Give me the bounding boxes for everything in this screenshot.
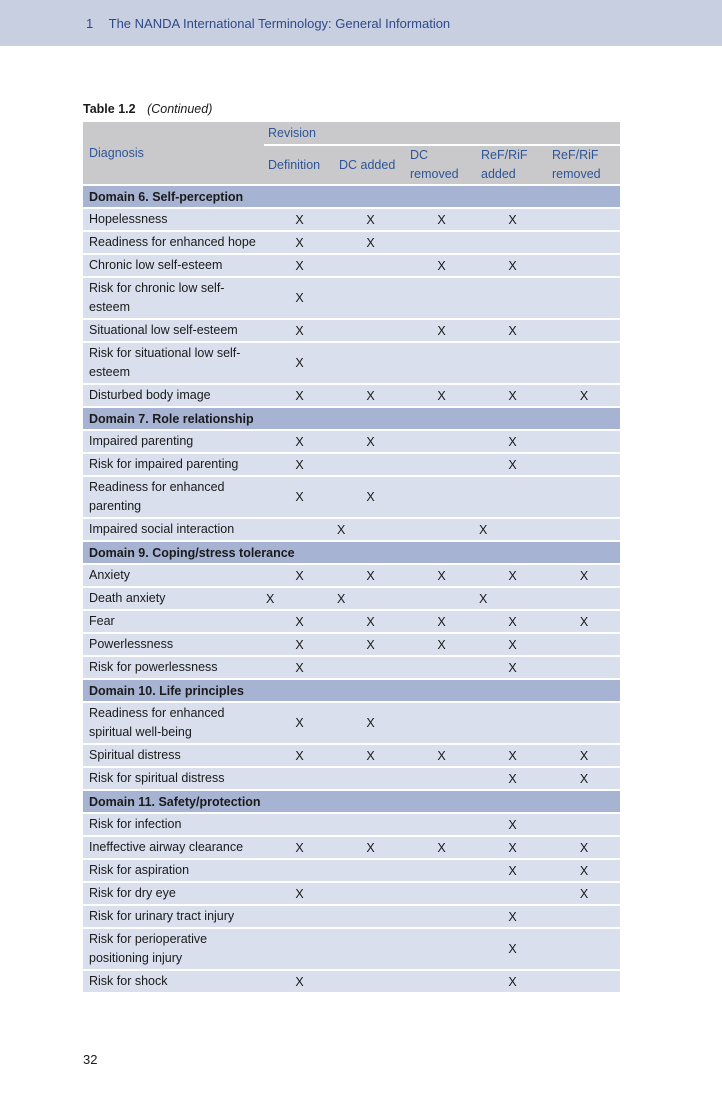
revision-mark: X — [264, 208, 335, 231]
chapter-title: The NANDA International Terminology: General Information — [108, 16, 451, 31]
revision-mark — [335, 277, 406, 319]
diagnosis-name: Fear — [83, 610, 264, 633]
revision-mark — [477, 342, 548, 384]
domain-header-row — [83, 185, 620, 208]
revision-mark: X — [335, 744, 406, 767]
diagnosis-name: Hopelessness — [83, 208, 264, 231]
revision-mark: X — [264, 430, 335, 453]
revision-mark: X — [264, 231, 335, 254]
table-row — [83, 744, 620, 767]
revision-mark: X — [548, 384, 620, 407]
revision-mark — [264, 813, 335, 836]
revision-mark: X — [264, 633, 335, 656]
domain-title: Domain 6. Self-perception — [83, 185, 620, 208]
revision-mark — [548, 905, 620, 928]
revision-mark: X — [264, 254, 335, 277]
diagnosis-name: Spiritual distress — [83, 744, 264, 767]
table-row — [83, 564, 620, 587]
revision-mark: X — [335, 587, 406, 610]
diagnosis-name: Risk for spiritual distress — [83, 767, 264, 790]
table-row — [83, 430, 620, 453]
revision-mark — [335, 453, 406, 476]
revision-mark: X — [406, 836, 477, 859]
revision-mark: X — [477, 633, 548, 656]
table-row — [83, 453, 620, 476]
revision-mark: X — [477, 254, 548, 277]
revision-mark: X — [335, 518, 406, 541]
column-header-definition: Definition — [264, 145, 335, 185]
revision-mark: X — [548, 836, 620, 859]
revision-mark: X — [477, 905, 548, 928]
revision-mark: X — [406, 610, 477, 633]
revision-mark: X — [264, 453, 335, 476]
table-row — [83, 702, 620, 744]
diagnosis-name: Readiness for enhanced parenting — [83, 476, 264, 518]
revision-mark: X — [477, 453, 548, 476]
revision-mark — [406, 277, 477, 319]
revision-mark — [548, 702, 620, 744]
revision-mark — [406, 518, 477, 541]
table-row — [83, 342, 620, 384]
revision-mark: X — [477, 744, 548, 767]
diagnosis-name: Risk for impaired parenting — [83, 453, 264, 476]
diagnosis-name: Chronic low self-esteem — [83, 254, 264, 277]
revision-mark — [477, 277, 548, 319]
revision-mark — [406, 767, 477, 790]
revision-mark: X — [477, 564, 548, 587]
revision-mark — [335, 767, 406, 790]
revision-mark: X — [264, 277, 335, 319]
revision-mark: X — [335, 564, 406, 587]
revision-mark — [548, 254, 620, 277]
revision-mark — [548, 342, 620, 384]
domain-title: Domain 9. Coping/stress tolerance — [83, 541, 620, 564]
revision-mark — [406, 430, 477, 453]
revision-mark: X — [477, 813, 548, 836]
table-row — [83, 476, 620, 518]
revision-mark — [477, 231, 548, 254]
revision-mark: X — [264, 656, 335, 679]
revision-mark: X — [477, 656, 548, 679]
revision-mark: X — [335, 430, 406, 453]
diagnosis-name: Risk for aspiration — [83, 859, 264, 882]
revision-mark — [477, 702, 548, 744]
diagnosis-name: Risk for chronic low self-esteem — [83, 277, 264, 319]
column-header-dc-removed: DC removed — [406, 145, 477, 185]
revision-mark: X — [335, 231, 406, 254]
column-header-ref-rif-added: ReF/RiF added — [477, 145, 548, 185]
revision-mark: X — [335, 836, 406, 859]
column-header-revision: Revision — [264, 122, 620, 145]
revision-mark — [548, 928, 620, 970]
diagnosis-name: Risk for urinary tract injury — [83, 905, 264, 928]
revision-mark: X — [477, 859, 548, 882]
diagnosis-name: Disturbed body image — [83, 384, 264, 407]
revision-mark: X — [548, 882, 620, 905]
revision-mark — [548, 277, 620, 319]
revision-mark — [406, 970, 477, 993]
revision-mark — [335, 928, 406, 970]
revision-mark — [406, 859, 477, 882]
running-header-text — [86, 16, 450, 31]
revision-mark: X — [264, 342, 335, 384]
revision-mark — [548, 319, 620, 342]
revision-mark: X — [264, 702, 335, 744]
table-row — [83, 905, 620, 928]
revision-mark: X — [264, 882, 335, 905]
revision-mark: X — [264, 744, 335, 767]
revision-mark — [548, 208, 620, 231]
revision-mark — [406, 587, 477, 610]
revision-mark — [477, 882, 548, 905]
revision-mark — [548, 453, 620, 476]
table-row — [83, 656, 620, 679]
table-row — [83, 610, 620, 633]
revision-mark — [548, 430, 620, 453]
revision-mark: X — [477, 384, 548, 407]
domain-title: Domain 10. Life principles — [83, 679, 620, 702]
revision-mark: X — [477, 610, 548, 633]
revision-mark: X — [477, 587, 548, 610]
diagnosis-name: Powerlessness — [83, 633, 264, 656]
domain-header-row — [83, 790, 620, 813]
diagnosis-name: Impaired social interaction — [83, 518, 264, 541]
table-row — [83, 633, 620, 656]
diagnosis-name: Death anxiety — [83, 587, 264, 610]
revision-mark: X — [477, 767, 548, 790]
table-row — [83, 970, 620, 993]
table-row — [83, 277, 620, 319]
diagnosis-name: Risk for perioperative positioning injury — [83, 928, 264, 970]
revision-mark: X — [264, 587, 335, 610]
revision-mark — [335, 813, 406, 836]
diagnosis-name: Risk for situational low self-esteem — [83, 342, 264, 384]
revision-mark — [335, 970, 406, 993]
revision-mark — [548, 813, 620, 836]
revision-mark: X — [477, 430, 548, 453]
revision-mark: X — [264, 610, 335, 633]
column-header-dc-added: DC added — [335, 145, 406, 185]
revision-mark: X — [548, 859, 620, 882]
revision-mark: X — [264, 476, 335, 518]
revision-mark — [335, 319, 406, 342]
revision-mark — [548, 587, 620, 610]
revision-mark — [335, 905, 406, 928]
revision-mark — [406, 905, 477, 928]
revision-mark: X — [548, 564, 620, 587]
diagnosis-name: Risk for infection — [83, 813, 264, 836]
revision-mark: X — [264, 319, 335, 342]
revision-mark: X — [406, 744, 477, 767]
revision-mark: X — [477, 518, 548, 541]
domain-header-row — [83, 407, 620, 430]
revision-mark: X — [406, 208, 477, 231]
column-header-ref-rif-removed: ReF/RiF removed — [548, 145, 620, 185]
revision-mark: X — [335, 702, 406, 744]
revision-mark: X — [406, 254, 477, 277]
revision-mark: X — [406, 633, 477, 656]
diagnosis-name: Risk for shock — [83, 970, 264, 993]
column-header-diagnosis: Diagnosis — [83, 122, 264, 185]
revision-mark: X — [335, 208, 406, 231]
table-row — [83, 319, 620, 342]
revision-mark — [264, 518, 335, 541]
revision-mark — [264, 767, 335, 790]
table-row — [83, 231, 620, 254]
revision-mark: X — [548, 744, 620, 767]
page-number: 32 — [83, 1052, 98, 1067]
table-row — [83, 836, 620, 859]
revision-mark: X — [335, 610, 406, 633]
revision-mark: X — [477, 836, 548, 859]
table-row — [83, 254, 620, 277]
table-row — [83, 882, 620, 905]
revision-mark: X — [477, 928, 548, 970]
revision-mark: X — [477, 319, 548, 342]
revision-mark: X — [477, 970, 548, 993]
revision-mark — [335, 859, 406, 882]
table-row — [83, 928, 620, 970]
revision-mark: X — [406, 564, 477, 587]
revision-mark — [548, 970, 620, 993]
revision-mark: X — [335, 476, 406, 518]
table-row — [83, 518, 620, 541]
table-row — [83, 208, 620, 231]
table-number: Table 1.2 — [83, 102, 136, 116]
diagnosis-name: Risk for dry eye — [83, 882, 264, 905]
domain-title: Domain 11. Safety/protection — [83, 790, 620, 813]
revision-mark — [406, 702, 477, 744]
table-row — [83, 859, 620, 882]
revision-mark — [548, 633, 620, 656]
revision-mark — [335, 342, 406, 384]
diagnosis-name: Readiness for enhanced spiritual well-being — [83, 702, 264, 744]
revision-mark — [406, 342, 477, 384]
table-row — [83, 587, 620, 610]
table-row — [83, 767, 620, 790]
domain-header-row — [83, 541, 620, 564]
revision-mark: X — [406, 384, 477, 407]
revision-mark: X — [335, 384, 406, 407]
domain-header-row — [83, 679, 620, 702]
table-continued-note: (Continued) — [147, 102, 213, 116]
revision-mark: X — [264, 970, 335, 993]
revision-mark — [264, 859, 335, 882]
revision-mark — [406, 231, 477, 254]
revision-mark — [335, 656, 406, 679]
revision-mark — [406, 813, 477, 836]
revision-table — [83, 122, 620, 994]
revision-mark: X — [548, 767, 620, 790]
revision-mark: X — [548, 610, 620, 633]
revision-mark — [548, 656, 620, 679]
diagnosis-name: Readiness for enhanced hope — [83, 231, 264, 254]
revision-mark — [548, 476, 620, 518]
revision-mark: X — [335, 633, 406, 656]
revision-mark — [406, 453, 477, 476]
diagnosis-name: Situational low self-esteem — [83, 319, 264, 342]
domain-title: Domain 7. Role relationship — [83, 407, 620, 430]
table-row — [83, 813, 620, 836]
diagnosis-name: Ineffective airway clearance — [83, 836, 264, 859]
revision-mark — [406, 928, 477, 970]
table-row — [83, 384, 620, 407]
revision-mark — [548, 231, 620, 254]
revision-mark — [335, 882, 406, 905]
diagnosis-name: Risk for powerlessness — [83, 656, 264, 679]
revision-mark: X — [264, 384, 335, 407]
revision-mark — [335, 254, 406, 277]
revision-mark — [406, 656, 477, 679]
revision-mark — [264, 905, 335, 928]
revision-mark — [548, 518, 620, 541]
revision-mark — [406, 476, 477, 518]
revision-mark — [264, 928, 335, 970]
revision-mark: X — [477, 208, 548, 231]
diagnosis-name: Impaired parenting — [83, 430, 264, 453]
revision-mark: X — [406, 319, 477, 342]
revision-mark: X — [264, 836, 335, 859]
revision-mark — [477, 476, 548, 518]
table-body — [83, 185, 620, 993]
chapter-number: 1 — [86, 16, 94, 31]
revision-mark: X — [264, 564, 335, 587]
diagnosis-name: Anxiety — [83, 564, 264, 587]
revision-mark — [406, 882, 477, 905]
table-caption — [83, 102, 212, 116]
